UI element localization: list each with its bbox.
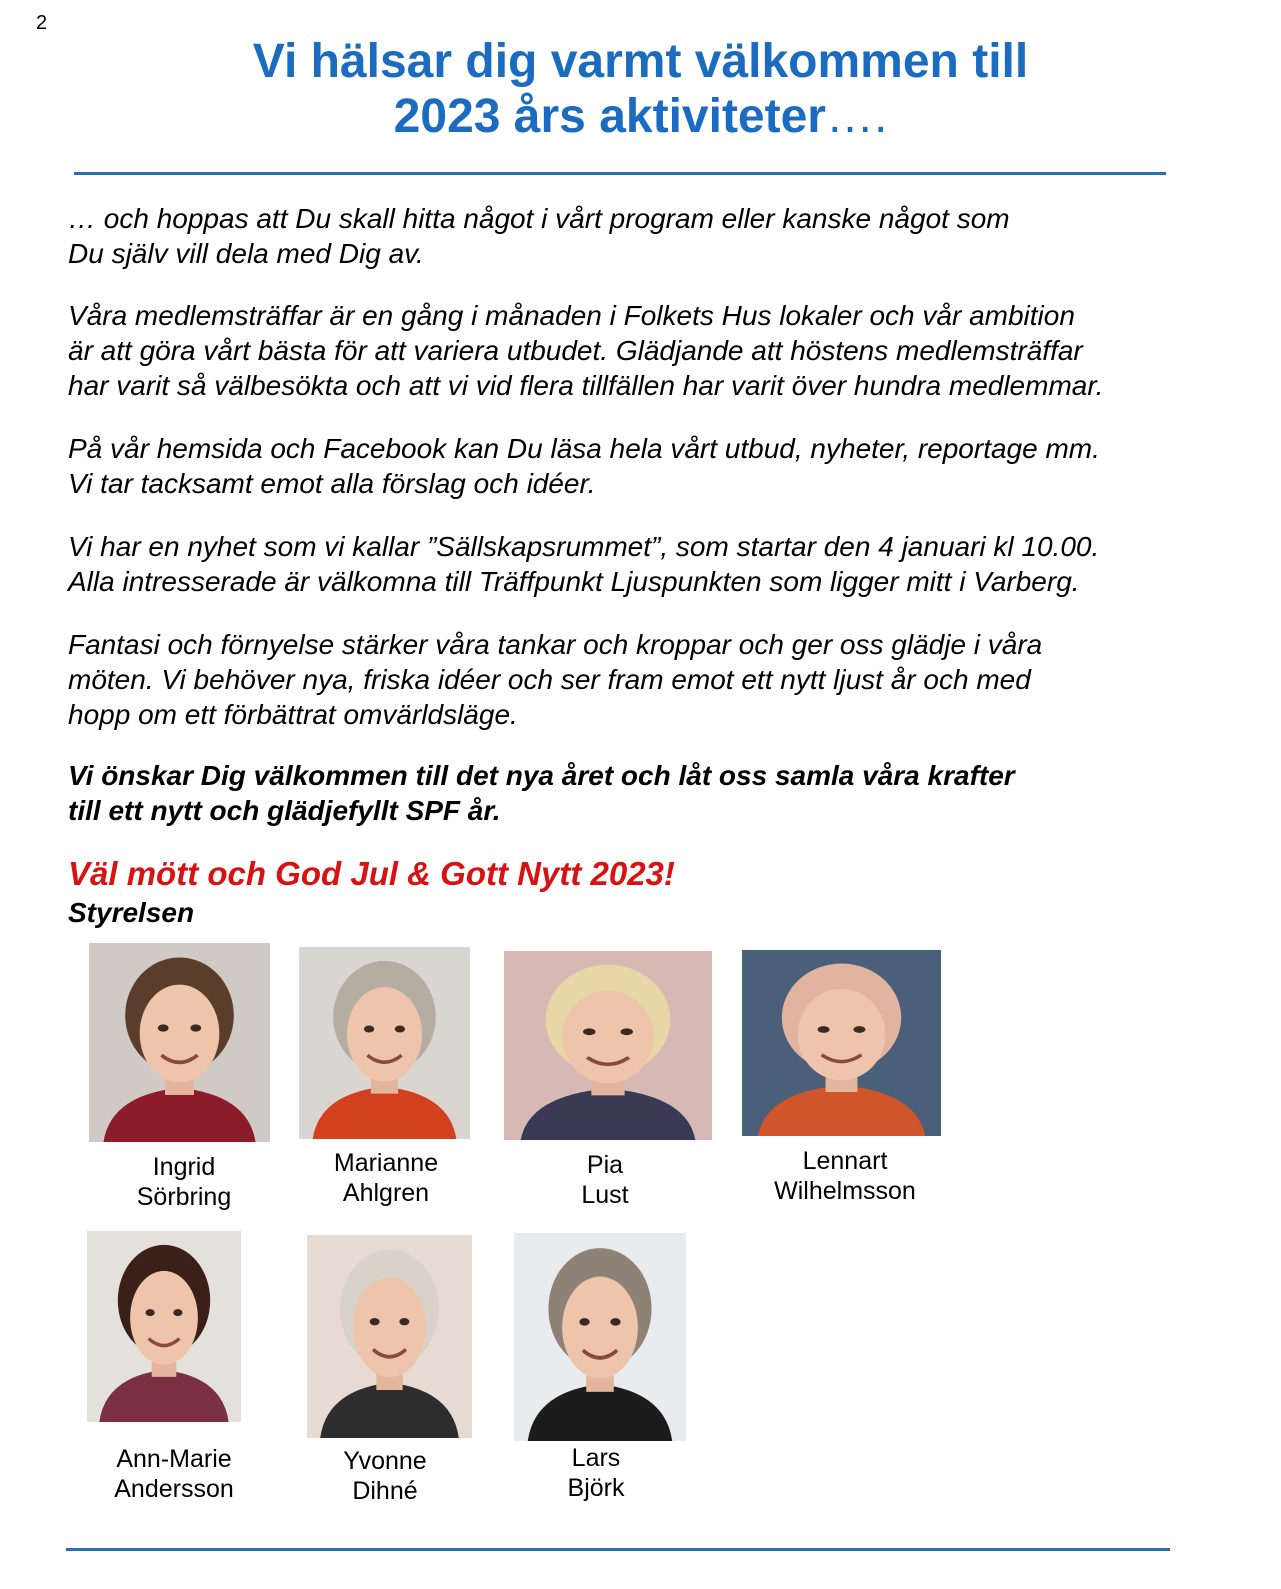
signature: Styrelsen xyxy=(68,897,195,928)
bottom-divider xyxy=(66,1548,1170,1551)
portrait-illustration xyxy=(87,1231,241,1422)
photo-lennart-wilhelmsson xyxy=(742,950,941,1136)
paragraph-fantasy: Fantasi och förnyelse stärker våra tankar och kroppar och ger oss glädje i våra möten. Vi behöver nya, friska idéer och ser fram emot ett nytt ljust år och med hopp om ett förbättrat omvärldsläge. xyxy=(68,629,1043,730)
title-line-1: Vi hälsar dig varmt välkommen till xyxy=(252,35,1029,88)
photo-ingrid-sorbring xyxy=(89,943,270,1142)
photo-lars-bjork xyxy=(514,1233,686,1441)
name-marianne-ahlgren: Marianne Ahlgren xyxy=(333,1149,439,1207)
name-yvonne-dihne: Yvonne Dihné xyxy=(343,1447,427,1505)
photo-marianne-ahlgren xyxy=(299,947,470,1139)
paragraph-website: På vår hemsida och Facebook kan Du läsa hela vårt utbud, nyheter, reportage mm. Vi tar tacksamt emot alla förslag och idéer. xyxy=(68,433,1100,499)
name-pia-lust: Pia Lust xyxy=(581,1151,629,1209)
paragraph-news: Vi har en nyhet som vi kallar ”Sällskapsrummet”, som startar den 4 januari kl 10.00. Alla intresserade är välkomna till Träffpunkt Ljuspunkten som ligger mitt i Varberg. xyxy=(68,531,1100,597)
portrait-illustration xyxy=(504,951,712,1140)
title-line-2: 2023 års aktiviteter xyxy=(393,90,826,143)
name-lars-bjork: Lars Björk xyxy=(567,1444,625,1502)
top-divider xyxy=(74,172,1166,175)
photo-pia-lust xyxy=(504,951,712,1140)
paragraph-welcome: Vi önskar Dig välkommen till det nya året och låt oss samla våra krafter till ett nytt och glädjefyllt SPF år. xyxy=(68,760,1015,826)
name-lennart-wilhelmsson: Lennart Wilhelmsson xyxy=(774,1147,916,1205)
portrait-illustration xyxy=(514,1233,686,1441)
portrait-illustration xyxy=(89,943,270,1142)
photo-ann-marie-andersson xyxy=(87,1231,241,1422)
page-title xyxy=(0,34,1281,144)
holiday-greeting: Väl mött och God Jul & Gott Nytt 2023! xyxy=(68,855,675,892)
paragraph-intro: … och hoppas att Du skall hitta något i vårt program eller kanske något som Du själv vill dela med Dig av. xyxy=(68,203,1010,269)
name-ann-marie-andersson: Ann-Marie Andersson xyxy=(114,1445,234,1503)
portrait-illustration xyxy=(299,947,470,1139)
title-dots: …. xyxy=(825,90,888,143)
name-ingrid-sorbring: Ingrid Sörbring xyxy=(136,1153,232,1211)
portrait-illustration xyxy=(307,1235,472,1438)
paragraph-meetings: Våra medlemsträffar är en gång i månaden i Folkets Hus lokaler och vår ambition är att göra vårt bästa för att variera utbudet. Glädjande att höstens medlemsträffar har varit så välbesökta och att vi vid flera tillfällen har varit över hundra medlemmar. xyxy=(68,300,1104,401)
photo-yvonne-dihne xyxy=(307,1235,472,1438)
page-number: 2 xyxy=(36,12,48,34)
portrait-illustration xyxy=(742,950,941,1136)
